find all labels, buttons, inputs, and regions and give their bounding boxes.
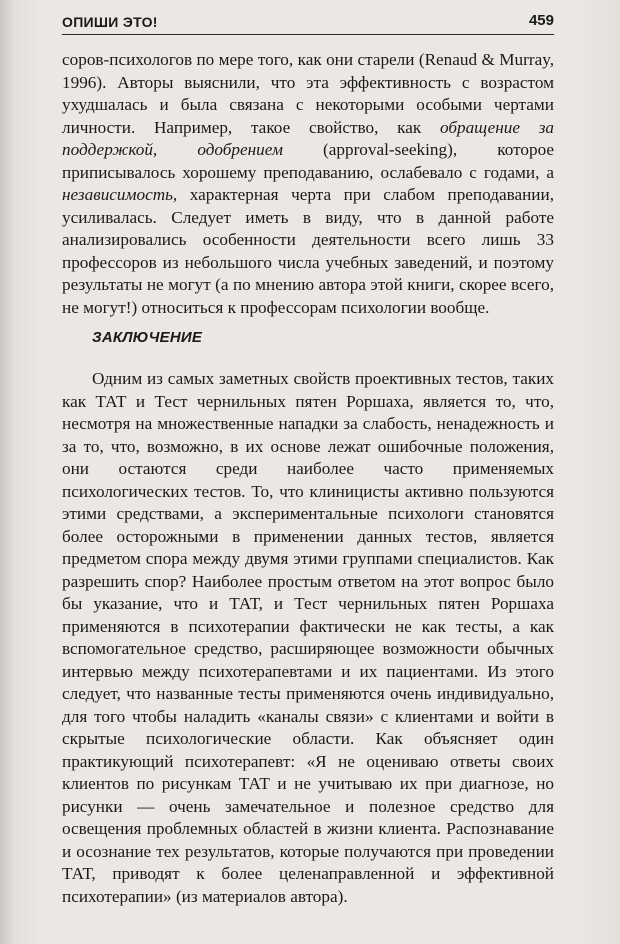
section-heading: ЗАКЛЮЧЕНИЕ (92, 329, 203, 346)
paragraph-text-part-1: соров-психологов по мере того, как они старели (Renaud & Murray, 1996). Авторы выяснили, что эта эффективность с возрастом ухудшалась и была связана с некоторыми особыми чертами личности. Например, такое свойство, как (62, 50, 554, 137)
emphasis-approval-seeking: обращение за поддержкой, одобрением (62, 117, 555, 159)
body-text-conclusion (62, 368, 554, 908)
body-text-top (62, 49, 554, 319)
paragraph-text-part-3: характерная черта при слабом преподавании, усиливалась. Следует иметь в виду, что в данной работе анализировались особенности деятельности всего лишь 33 профессоров из небольшого числа учебных заведений, и поэтому результаты не могут (а по мнению автора этой книги, скорее всего, не могут!) относиться к профессорам психологии вообще. (62, 185, 554, 317)
page-number: 459 (528, 12, 554, 29)
paragraph-text-part-2: (approval-seeking), которое приписывалось хорошему преподаванию, ослабевало с годами, а (62, 140, 555, 182)
conclusion-paragraph: Одним из самых заметных свойств проективных тестов, таких как ТАТ и Тест чернильных пятен Роршаха, является то, что, несмотря на множественные нападки за слабость, ненадежность и за то, что, возможно, в их основе лежат ошибочные положения, они остаются среди наиболее часто применяемых психологических тестов. То, что клиницисты активно пользуются этими средствами, а экспериментальные психологи становятся более осторожными в применении данных тестов, является предметом спора между двумя этими группами специалистов. Как разрешить спор? Наиболее простым ответом на этот вопрос было бы указание, что и ТАТ, и Тест чернильных пятен Роршаха применяются в психотерапии фактически не как тесты, а как вспомогательное средство, расширяющее возможности обычных интервью между психотерапевтами и их пациентами. Из этого следует, что названные тесты применяются очень индивидуально, для того чтобы наладить «каналы связи» с клиентами и войти в скрытые психологические области. Как объясняет один практикующий психотерапевт: «Я не оцениваю ответы своих клиентов по рисункам ТАТ и не учитываю их при диагнозе, но рисунки — очень замечательное и полезное средство для освещения проблемных областей в жизни клиента. Распознавание и осознание тех результатов, которые получаются при проведении ТАТ, приводят к более целенаправленной и эффективной психотерапии» (из материалов автора). (62, 369, 554, 906)
paragraph-continued (62, 49, 554, 319)
header-rule (62, 34, 554, 35)
emphasis-independence: независимость, (62, 185, 178, 204)
running-head: ОПИШИ ЭТО! (62, 14, 158, 30)
page-header (62, 10, 554, 40)
